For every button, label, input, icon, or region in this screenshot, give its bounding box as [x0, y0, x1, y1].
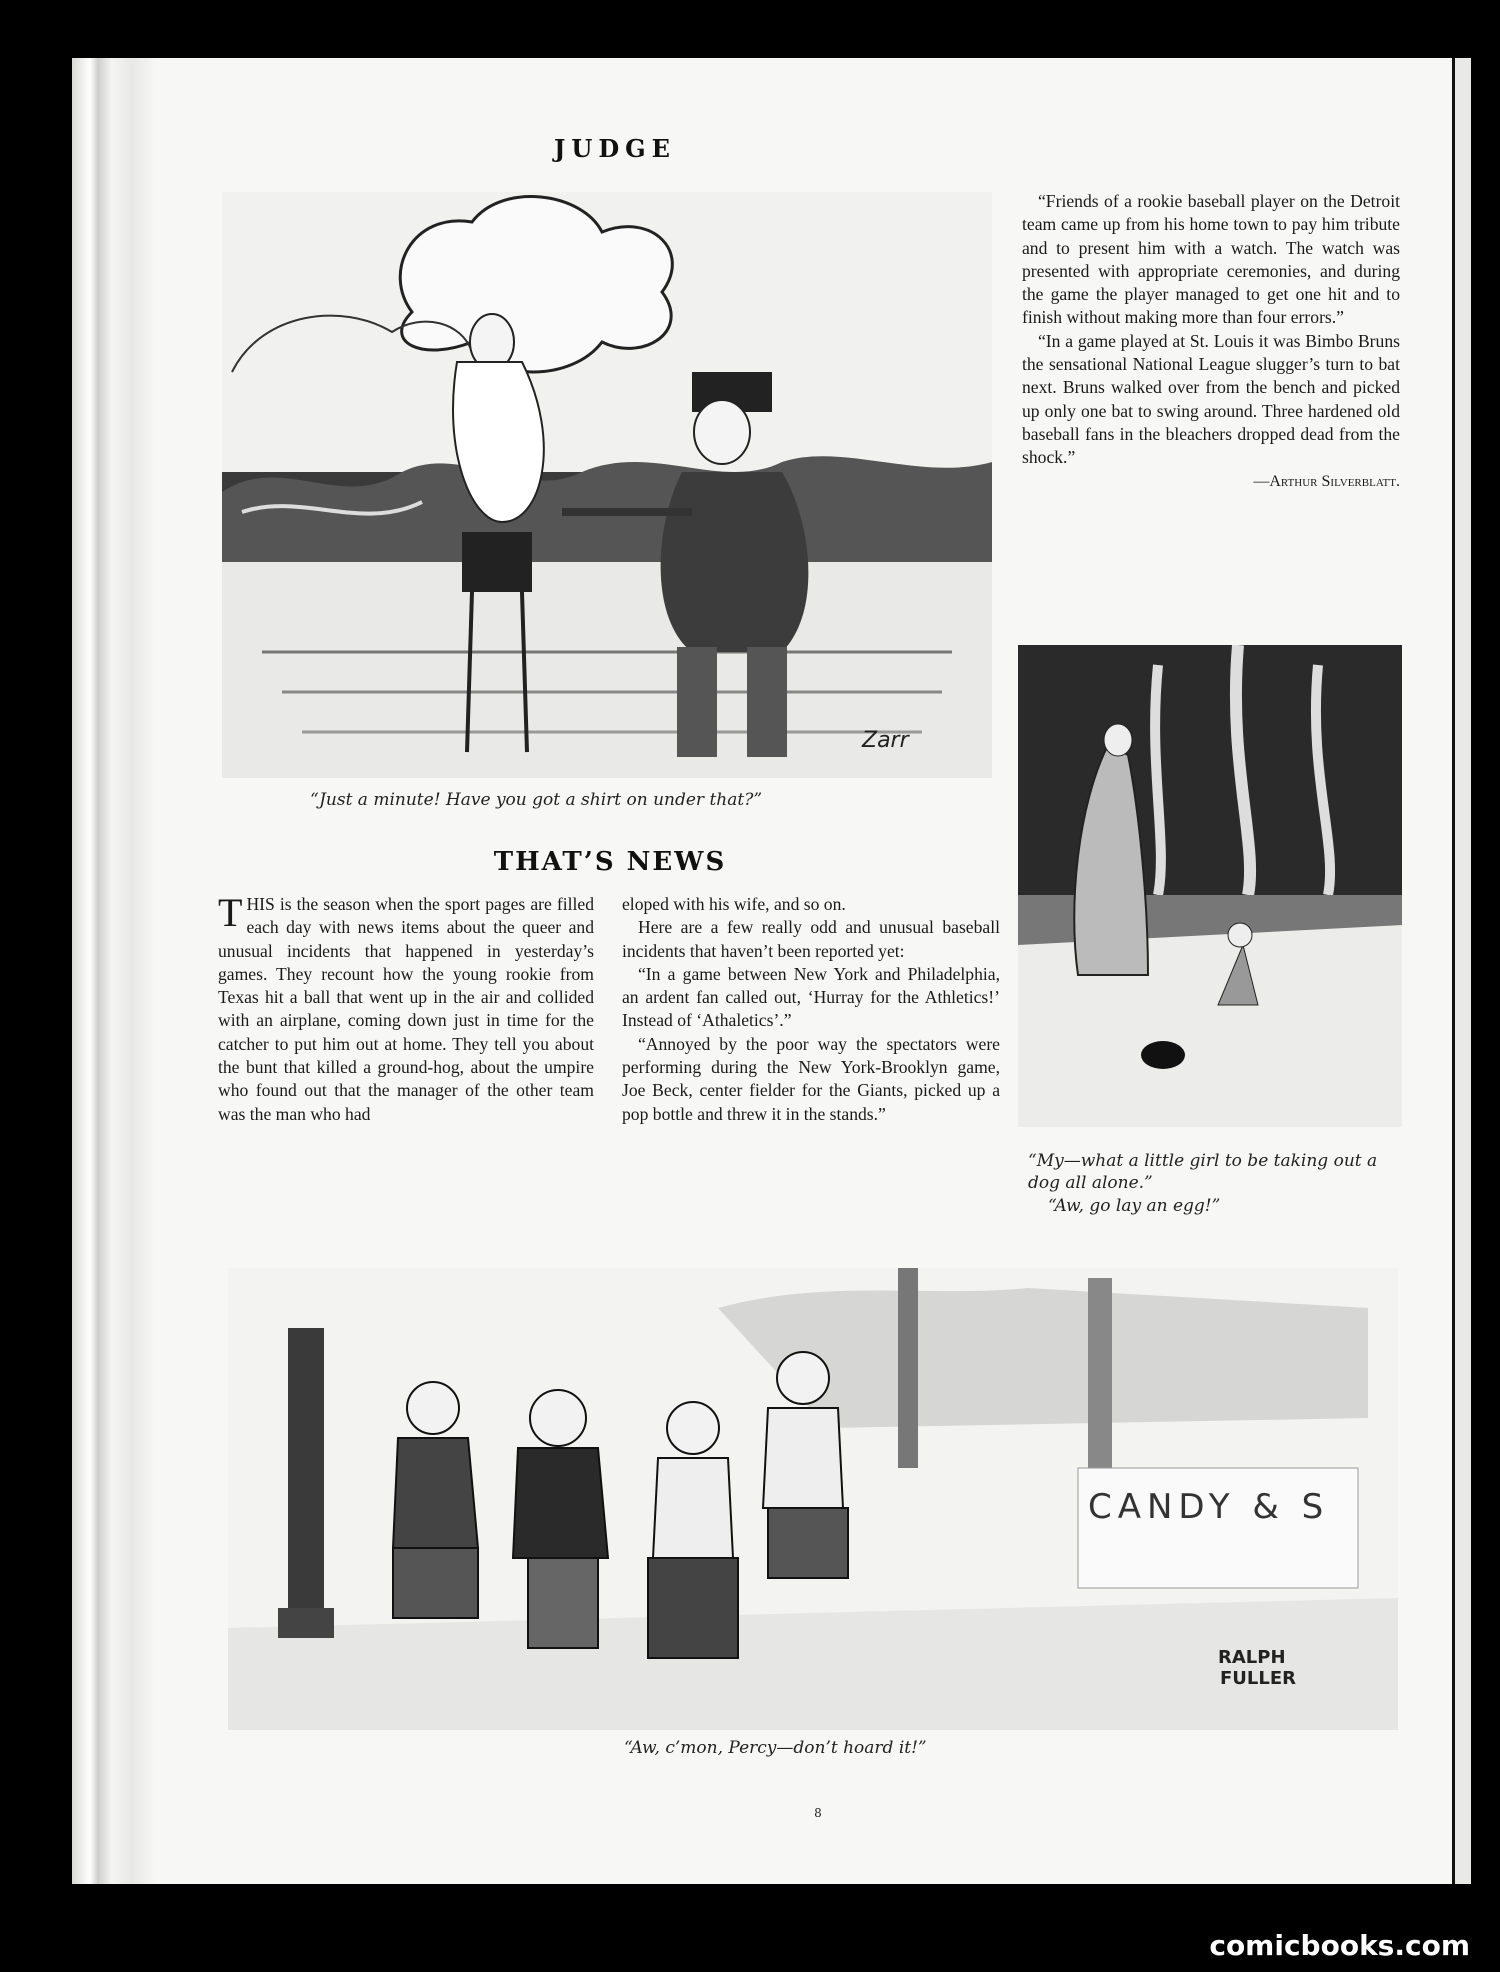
cartoon-signature: Zarr	[862, 728, 909, 753]
article-paragraph: “In a game between New York and Philadelphia, an ardent fan called out, ‘Hurray for the Athletics!’ Instead of ‘Athaletics’.”	[622, 963, 1000, 1031]
drop-cap: T	[218, 890, 243, 935]
article-column-2	[622, 893, 1000, 1126]
cartoon-bottom-caption: “Aw, c’mon, Percy—don’t hoard it!”	[624, 1738, 927, 1758]
article-title: THAT’S NEWS	[493, 847, 727, 877]
right-column-text	[1022, 190, 1400, 493]
article-paragraph: “Annoyed by the poor way the spectators were performing during the New York-Brooklyn game, Joe Beck, center fielder for the Giants, picked up a pop bottle and threw it in the stands.”	[622, 1033, 1000, 1124]
watermark: comicbooks.com	[1209, 1929, 1470, 1962]
cartoon-bottom-signature: FULLER	[1220, 1668, 1297, 1689]
byline: —Arthur Silverblatt.	[1253, 472, 1400, 490]
article-paragraph: Here are a few really odd and unusual baseball incidents that haven’t been reported yet:	[622, 917, 1000, 961]
cartoon-top-caption: “Just a minute! Have you got a shirt on under that?”	[310, 790, 763, 810]
cartoon-bottom-signature: RALPH	[1218, 1647, 1286, 1668]
article-paragraph: HIS is the season when the sport pages are filled each day with news items about the queer and unusual incidents that happened in yesterday’s games. They recount how the young rookie from Texas hit a ball that went up in the air and collided with an airplane, coming down just in time for the catcher to put him out at home. They tell you about the bunt that killed a ground-hog, about the umpire who found out that the manager of the other team was the man who had	[218, 894, 594, 1124]
cartoon-beach-policeman	[222, 192, 992, 778]
article-column-1	[218, 890, 594, 1126]
cartoon-girl-dog	[1018, 645, 1402, 1127]
page-stack-edge	[72, 58, 156, 1884]
masthead: JUDGE	[554, 134, 676, 163]
right-paragraph: “Friends of a rookie baseball player on the Detroit team came up from his home town to pay him tribute and to present him with a watch. The watch was presented with appropriate ceremonies, and during the game the player managed to get one hit and to finish without making more than four errors.”	[1022, 191, 1400, 328]
right-paragraph: “In a game played at St. Louis it was Bimbo Bruns the sensational National League slugger’s turn to bat next. Bruns walked over from the bench and picked up only one bat to swing around. Three hardened old baseball fans in the bleachers dropped dead from the shock.”	[1022, 330, 1400, 468]
cartoon-right-caption-1: “My—what a little girl to be taking out a dog all alone.”	[1028, 1151, 1378, 1193]
facing-page-edge	[1452, 58, 1471, 1884]
article-paragraph: eloped with his wife, and so on.	[622, 894, 846, 914]
candy-sign: CANDY & S	[1088, 1487, 1330, 1527]
page-number: 8	[814, 1806, 822, 1820]
cartoon-right-caption-2: “Aw, go lay an egg!”	[1048, 1196, 1221, 1216]
cartoon-boys-candy-store	[228, 1268, 1398, 1730]
